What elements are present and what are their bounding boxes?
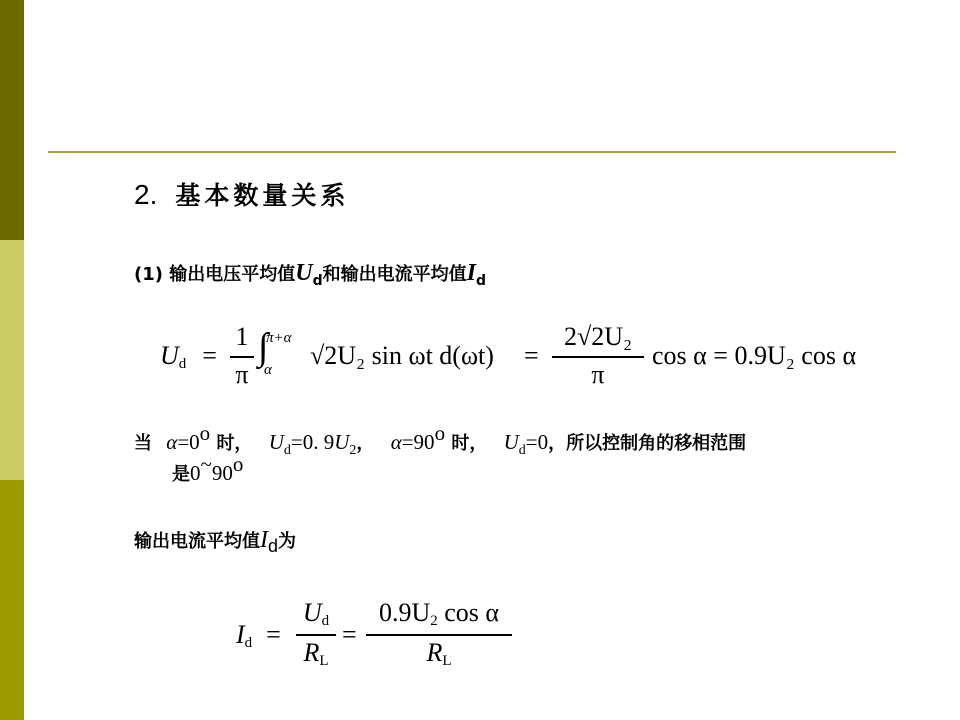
subheading-1-middle: 和输出电流平均值 <box>322 264 467 285</box>
eq2-equals: = <box>342 620 357 649</box>
integral-upper-limit: π+α <box>266 330 292 346</box>
section-heading <box>134 178 349 213</box>
eq2-frac-1: $U_d$ $R_L$ <box>296 598 336 670</box>
eq2-frac-2: $0.9U_2$ cos α $R_L$ <box>366 598 512 670</box>
left-stripe-bottom <box>0 480 24 720</box>
integral-lower-limit: α <box>264 362 272 378</box>
condition-line-1: 当 α=0o 时， $U_d=0$. $9U_2$， α=90o 时， $U_d=0$，所以控制角的移相范围 <box>134 421 747 458</box>
ud-var-sub: d <box>312 273 323 289</box>
subheading-1 <box>134 259 486 295</box>
eq1-integrand: √2U₂ sin ωt d(ωt) <box>310 341 494 370</box>
eq2-lhs: $I_d$ = <box>236 620 281 651</box>
condition-line-2: 是0~90o <box>172 452 244 485</box>
subheading-1-prefix: (1) 输出电压平均值 <box>134 264 296 285</box>
integral-sign: ∫ <box>258 326 269 368</box>
heading-title: 基本数量关系 <box>175 181 350 210</box>
heading-number: 2. <box>134 179 158 210</box>
subheading-2: 输出电流平均值Id为 <box>134 527 297 556</box>
left-stripe-top <box>0 0 24 240</box>
left-stripe-middle <box>0 240 24 480</box>
eq1-rhs: cos α = 0.9U₂ cos α <box>652 341 857 370</box>
eq1-frac-1: 1 π <box>230 322 254 390</box>
eq1-lhs: $U_d$ = <box>160 341 217 372</box>
title-divider <box>48 151 896 153</box>
id-var: I <box>466 260 476 286</box>
eq1-equals: = <box>524 341 539 370</box>
id-var-2: I <box>260 527 268 553</box>
ud-var: U <box>295 260 313 286</box>
eq1-frac-2: 2√2U₂ π <box>552 322 644 390</box>
id-var-sub: d <box>475 273 486 289</box>
